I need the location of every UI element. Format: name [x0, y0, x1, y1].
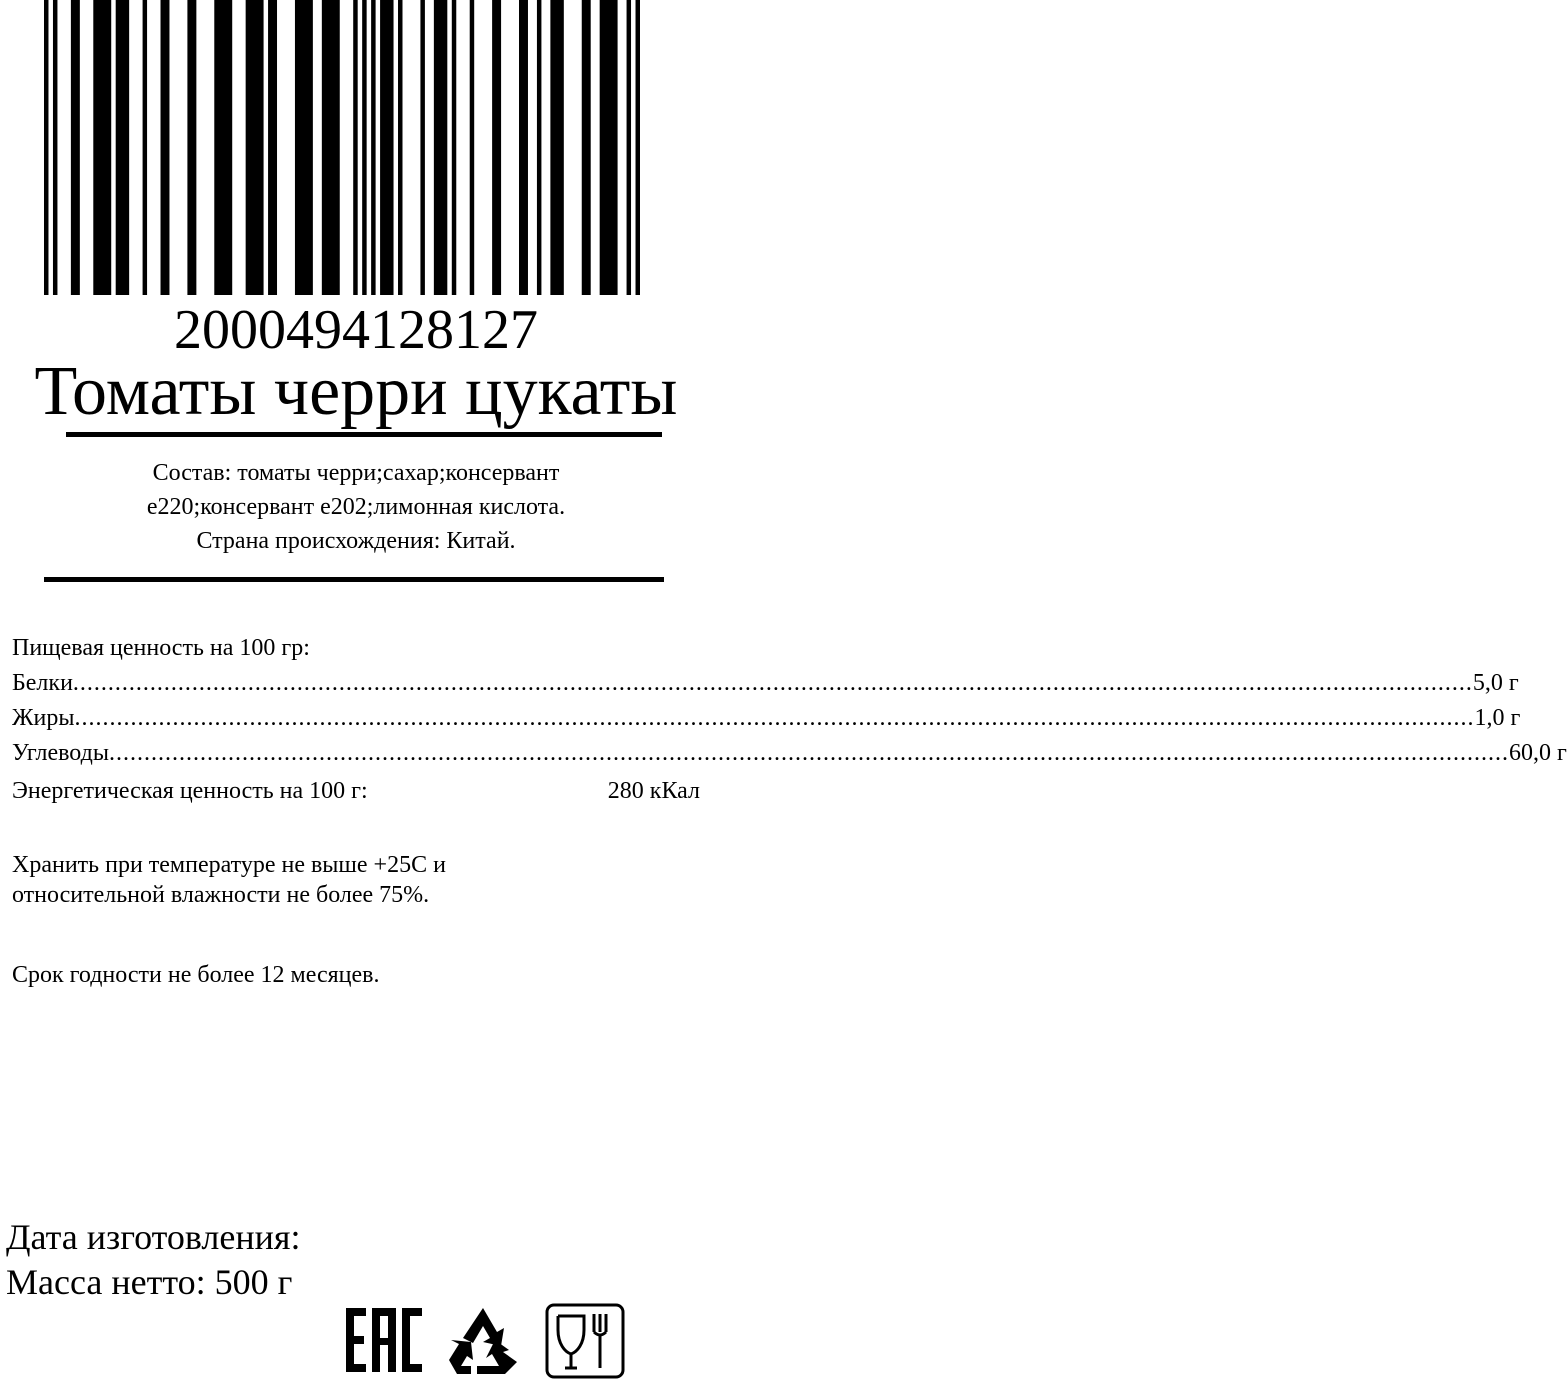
barcode-bar: [582, 0, 591, 295]
dot-leader: ........................................................................................................................................................................................................: [108, 740, 1509, 766]
barcode-bar: [71, 0, 80, 295]
food-contact-icon: [544, 1302, 626, 1380]
title-divider: [66, 432, 662, 437]
barcode-bar: [492, 0, 501, 295]
barcode-bar: [380, 0, 393, 295]
nutrition-row-carbs: [12, 738, 1567, 768]
barcode-bar: [452, 0, 456, 295]
dot-leader: ........................................................................................................................................................................................................: [74, 705, 1475, 731]
barcode-bar: [44, 0, 48, 295]
barcode-bar: [470, 0, 474, 295]
barcode-bar: [116, 0, 129, 295]
barcode-bar: [353, 0, 357, 295]
barcode-bar: [322, 0, 340, 295]
composition-block: [0, 456, 712, 558]
net-weight: Масса нетто: 500 г: [6, 1262, 293, 1302]
nutrition-row-protein: [12, 668, 1519, 698]
energy-value: 280 кКал: [607, 778, 700, 804]
barcode-bar: [214, 0, 232, 295]
storage-line: Хранить при температуре не выше +25С и: [12, 852, 446, 878]
barcode-bar: [362, 0, 366, 295]
nutrition-label: Жиры: [12, 705, 75, 731]
manufacture-date-label: Дата изготовления:: [6, 1217, 301, 1257]
dot-leader: ........................................................................................................................................................................................................: [72, 670, 1473, 696]
barcode-bar: [268, 0, 277, 295]
barcode-bar: [636, 0, 640, 295]
origin-line: Страна происхождения: Китай.: [196, 528, 516, 554]
barcode-bar: [600, 0, 618, 295]
storage-conditions: [12, 850, 446, 910]
barcode-bar: [53, 0, 57, 295]
barcode: [44, 0, 640, 295]
product-title: Томаты черри цукаты: [34, 353, 678, 430]
nutrition-value: 5,0 г: [1472, 670, 1519, 696]
storage-line: относительной влажности не более 75%.: [12, 882, 430, 908]
recycle-icon: [443, 1302, 523, 1380]
barcode-bar: [93, 0, 111, 295]
eac-logo: [344, 1304, 424, 1376]
barcode-bar: [550, 0, 563, 295]
nutrition-label: Белки: [12, 670, 73, 696]
nutrition-value: 1,0 г: [1474, 705, 1521, 731]
composition-line: е220;консервант е202;лимонная кислота.: [146, 494, 566, 520]
barcode-bar: [537, 0, 541, 295]
barcode-bar: [627, 0, 631, 295]
composition-line: Состав: томаты черри;сахар;консервант: [152, 460, 560, 486]
barcode-bar: [434, 0, 447, 295]
nutrition-row-energy: [12, 776, 700, 806]
barcode-bar: [398, 0, 402, 295]
barcode-bar: [420, 0, 424, 295]
composition-divider: [44, 577, 664, 582]
barcode-bar: [295, 0, 313, 295]
nutrition-value: 60,0 г: [1508, 740, 1567, 766]
barcode-number: 2000494128127: [174, 299, 538, 361]
barcode-bar: [246, 0, 264, 295]
energy-label: Энергетическая ценность на 100 г:: [12, 778, 368, 804]
barcode-bar: [187, 0, 196, 295]
barcode-bar: [161, 0, 170, 295]
shelf-life: Срок годности не более 12 месяцев.: [12, 962, 380, 988]
nutrition-heading: Пищевая ценность на 100 гр:: [12, 635, 310, 661]
barcode-bar: [143, 0, 147, 295]
barcode-bar: [519, 0, 528, 295]
nutrition-row-fat: [12, 703, 1521, 733]
barcode-bar: [371, 0, 375, 295]
nutrition-label: Углеводы: [12, 740, 109, 766]
